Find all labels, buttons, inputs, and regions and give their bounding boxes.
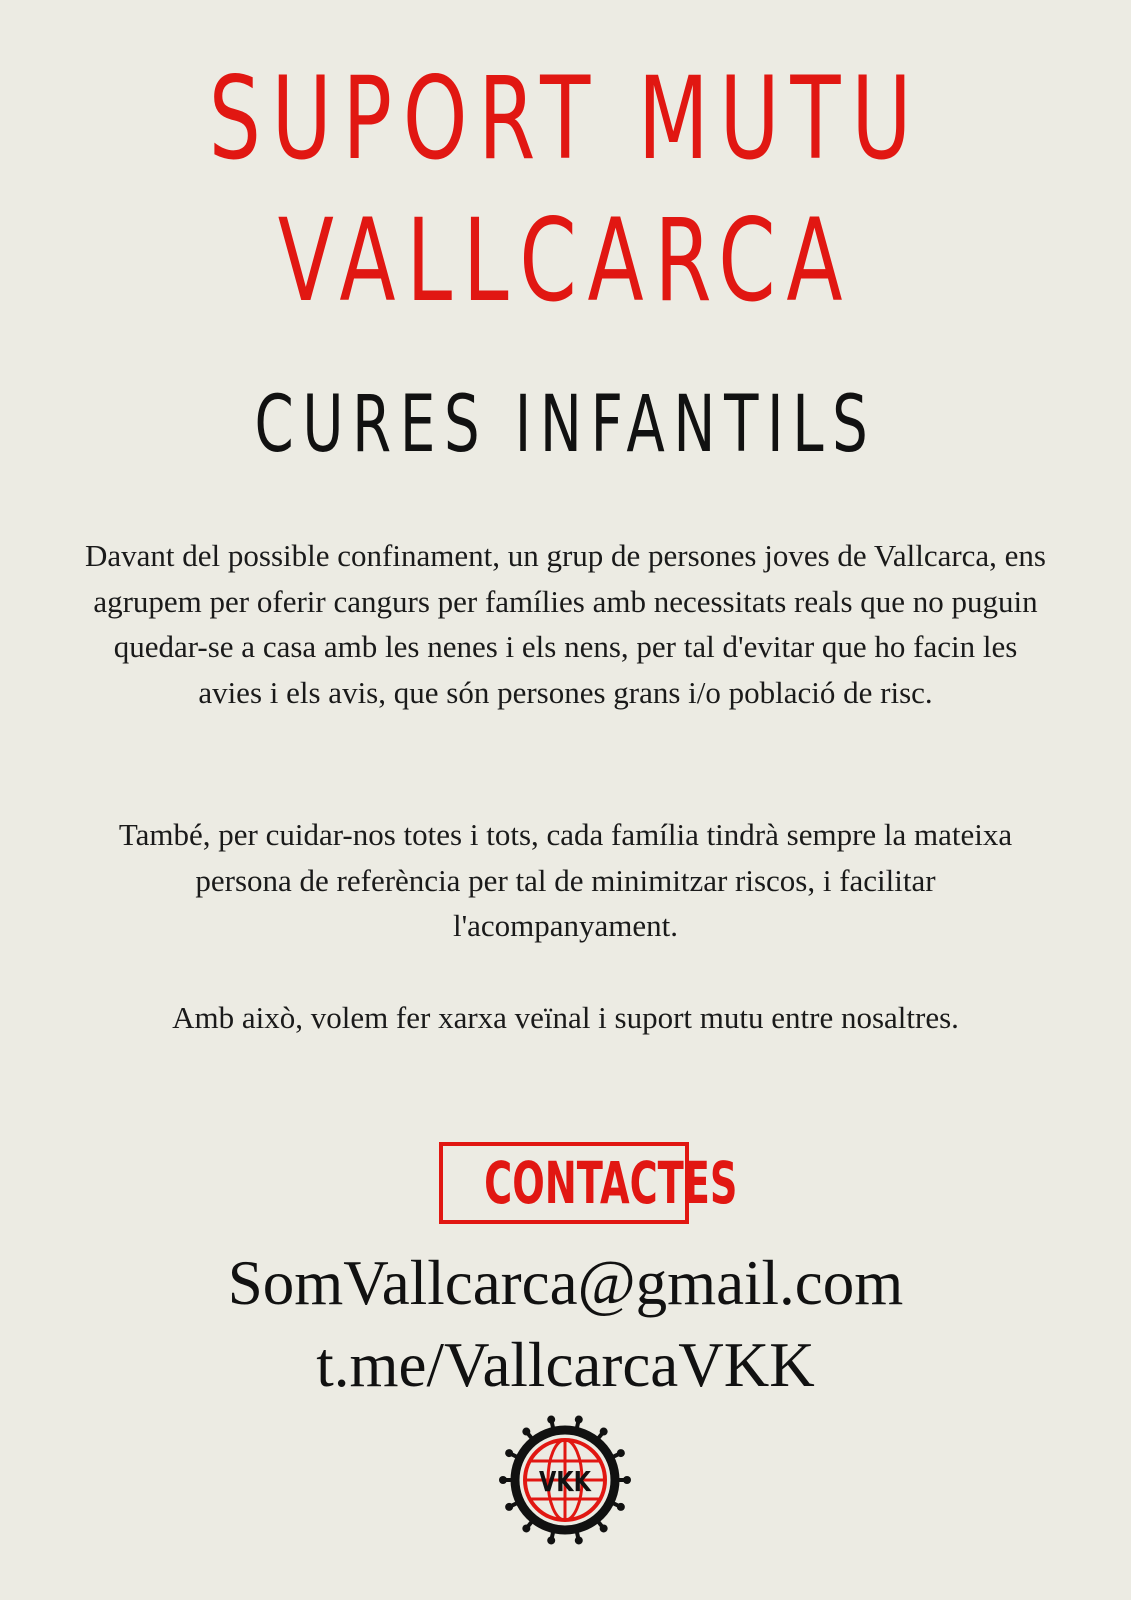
contact-email[interactable]: SomVallcarca@gmail.com	[227, 1248, 904, 1318]
virus-spike-tip	[600, 1428, 608, 1436]
title-line-2: VALLCARCA	[277, 194, 854, 327]
virus-spike-tip	[623, 1476, 631, 1484]
paragraph-reference-person: També, per cuidar-nos totes i tots, cada família tindrà sempre la mateixa persona de referència per tal de minimitzar riscos, i facilitar l'acompanyament.	[118, 817, 1013, 943]
virus-spike-tip	[617, 1503, 625, 1511]
virus-spike-tip	[575, 1536, 583, 1544]
subtitle: CURES INFANTILS	[254, 380, 877, 470]
virus-spike-tip	[505, 1449, 513, 1457]
virus-spike-tip	[522, 1524, 530, 1532]
virus-globe-logo-icon	[500, 1415, 630, 1545]
logo-text: VKK	[538, 1464, 592, 1498]
virus-spike-tip	[617, 1449, 625, 1457]
contact-telegram-link[interactable]: t.me/VallcarcaVKK	[316, 1330, 815, 1400]
virus-spike-tip	[547, 1416, 555, 1424]
paragraph-mutual-support: Amb això, volem fer xarxa veïnal i suport mutu entre nosaltres.	[172, 1000, 959, 1035]
title-line-1: SUPORT MUTU	[208, 52, 923, 185]
contacts-label: CONTACTES	[484, 1149, 738, 1217]
virus-spike-tip	[575, 1416, 583, 1424]
virus-spike-tip	[505, 1503, 513, 1511]
paragraph-intro: Davant del possible confinament, un grup de persones joves de Vallcarca, ens agrupem per oferir cangurs per famílies amb necessitats reals que no puguin quedar-se a casa amb les nenes i els nens, per tal d'evitar que ho facin les avies i els avis, que són persones grans i/o població de risc.	[85, 538, 1046, 710]
virus-spike-tip	[600, 1524, 608, 1532]
virus-spike-tip	[522, 1428, 530, 1436]
contacts-badge	[439, 1142, 738, 1224]
virus-spike-tip	[499, 1476, 507, 1484]
virus-spike-tip	[547, 1536, 555, 1544]
